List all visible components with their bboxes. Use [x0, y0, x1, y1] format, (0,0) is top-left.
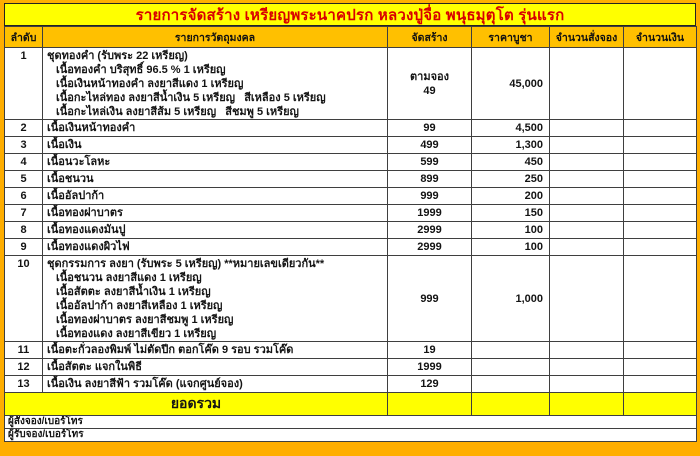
item-description — [43, 359, 388, 376]
made-quantity — [388, 239, 472, 256]
item-description-line: เนื้อสัตตะ แจกในพิธี — [47, 361, 142, 373]
price-value: 150 — [472, 205, 550, 222]
receiver-phone-row-label: ผู้รับจอง/เบอร์โทร — [5, 429, 697, 442]
made-quantity-line: 499 — [420, 139, 439, 151]
item-description-line: เนื้อทองฝาบาตร ลงยาสีชมพู 1 เหรียญ — [56, 314, 234, 326]
made-quantity-line: ตามจอง — [410, 70, 449, 83]
row-no: 5 — [5, 171, 43, 188]
item-description-line: เนื้อชนวน — [47, 173, 94, 185]
total-amount-cell — [624, 393, 697, 416]
row-no: 13 — [5, 376, 43, 393]
order-qty-cell — [550, 205, 624, 222]
col-header-no: ลำดับ — [5, 27, 43, 48]
order-qty-cell — [550, 342, 624, 359]
amount-cell — [624, 120, 697, 137]
table-row — [5, 222, 697, 239]
item-description-line: เนื้อสัตตะ ลงยาสีน้ำเงิน 1 เหรียญ — [56, 286, 211, 298]
row-no: 8 — [5, 222, 43, 239]
made-quantity-line: 2999 — [417, 224, 442, 236]
total-row — [5, 393, 697, 416]
item-description-line: เนื้อทองฝาบาตร — [47, 207, 123, 219]
order-qty-cell — [550, 222, 624, 239]
total-made-cell — [388, 393, 472, 416]
row-no: 3 — [5, 137, 43, 154]
order-qty-cell — [550, 256, 624, 342]
item-description-line: เนื้อเงิน — [47, 139, 82, 151]
made-quantity — [388, 48, 472, 120]
amount-cell — [624, 239, 697, 256]
order-qty-cell — [550, 376, 624, 393]
order-qty-cell — [550, 239, 624, 256]
table-row — [5, 48, 697, 120]
item-description — [43, 120, 388, 137]
orderer-phone-row — [5, 416, 697, 429]
item-description — [43, 137, 388, 154]
made-quantity — [388, 342, 472, 359]
item-description-line: เนื้ออัลปาก้า — [47, 190, 105, 202]
amount-cell — [624, 137, 697, 154]
item-description-line: ชุดกรรมการ ลงยา (รับพระ 5 เหรียญ) **หมายเลขเดียวกัน** — [47, 258, 325, 270]
item-description-line: เนื้อทองแดงมันปู — [47, 224, 126, 236]
table-row — [5, 342, 697, 359]
page-title: รายการจัดสร้าง เหรียญพระนาคปรก หลวงปู่จื่อ พนุธมุตุโต รุ่นแรก — [4, 3, 696, 26]
table-row — [5, 171, 697, 188]
receiver-phone-row — [5, 429, 697, 442]
amount-cell — [624, 342, 697, 359]
item-description — [43, 171, 388, 188]
amount-cell — [624, 376, 697, 393]
table-row — [5, 120, 697, 137]
row-no: 10 — [5, 256, 43, 342]
made-quantity — [388, 222, 472, 239]
made-quantity — [388, 359, 472, 376]
col-header-price: ราคาบูชา — [472, 27, 550, 48]
row-no: 6 — [5, 188, 43, 205]
item-description-line: เนื้อเงินหน้าทองคำ ลงยาสีแดง 1 เหรียญ — [56, 78, 244, 90]
table-row — [5, 205, 697, 222]
item-description-line: เนื้อเงิน ลงยาสีฟ้า รวมโค๊ด (แจกศูนย์จอง) — [47, 378, 243, 390]
amount-cell — [624, 222, 697, 239]
col-header-order-qty: จำนวนสั่งจอง — [550, 27, 624, 48]
price-value: 100 — [472, 222, 550, 239]
price-value: 200 — [472, 188, 550, 205]
item-description-line: เนื้อกะไหล่เงิน ลงยาสีส้ม 5 เหรียญ สีชมพู 5 เหรียญ — [56, 106, 299, 118]
made-quantity-line: 129 — [420, 378, 439, 390]
table-row — [5, 154, 697, 171]
item-description — [43, 342, 388, 359]
item-description — [43, 256, 388, 342]
price-value: 250 — [472, 171, 550, 188]
order-qty-cell — [550, 137, 624, 154]
row-no: 7 — [5, 205, 43, 222]
made-quantity — [388, 256, 472, 342]
order-qty-cell — [550, 359, 624, 376]
price-value: 45,000 — [472, 48, 550, 120]
item-description-line: เนื้อเงินหน้าทองคำ — [47, 122, 136, 134]
price-value — [472, 359, 550, 376]
item-description-line: ชุดทองคำ (รับพระ 22 เหรียญ) — [47, 50, 188, 62]
row-no: 12 — [5, 359, 43, 376]
made-quantity-line: 899 — [420, 173, 439, 185]
made-quantity — [388, 188, 472, 205]
made-quantity-line: 99 — [423, 122, 436, 134]
item-description-line: เนื้ออัลปาก้า ลงยาสีเหลือง 1 เหรียญ — [56, 300, 223, 312]
made-quantity-line: 49 — [423, 84, 436, 97]
col-header-made: จัดสร้าง — [388, 27, 472, 48]
made-quantity — [388, 120, 472, 137]
item-description-line: เนื้อทองคำ บริสุทธิ์ 96.5 % 1 เหรียญ — [56, 64, 226, 76]
price-value: 450 — [472, 154, 550, 171]
price-value — [472, 376, 550, 393]
order-qty-cell — [550, 154, 624, 171]
total-order-qty-cell — [550, 393, 624, 416]
orderer-phone-row-label: ผู้สั่งจอง/เบอร์โทร — [5, 416, 697, 429]
table-row — [5, 376, 697, 393]
item-description-line: เนื้อนวะโลหะ — [47, 156, 111, 168]
price-value: 100 — [472, 239, 550, 256]
row-no: 2 — [5, 120, 43, 137]
amount-cell — [624, 256, 697, 342]
row-no: 4 — [5, 154, 43, 171]
item-description-line: เนื้อกะไหล่ทอง ลงยาสีน้ำเงิน 5 เหรียญ สีเหลือง 5 เหรียญ — [56, 92, 326, 104]
table-row — [5, 137, 697, 154]
col-header-amount: จำนวนเงิน — [624, 27, 697, 48]
made-quantity-line: 1999 — [417, 361, 442, 373]
price-value: 4,500 — [472, 120, 550, 137]
item-description — [43, 154, 388, 171]
made-quantity-line: 1999 — [417, 207, 442, 219]
item-description-line: เนื้อชนวน ลงยาสีแดง 1 เหรียญ — [56, 272, 202, 284]
order-qty-cell — [550, 120, 624, 137]
item-description-line: เนื้อตะกั่วลองพิมพ์ ไม่ตัดปีก ตอกโค๊ด 9 รอบ รวมโค๊ด — [47, 344, 294, 356]
item-description — [43, 188, 388, 205]
order-qty-cell — [550, 188, 624, 205]
order-table — [4, 26, 697, 442]
made-quantity-line: 999 — [420, 190, 439, 202]
total-label: ยอดรวม — [5, 393, 388, 416]
price-value — [472, 342, 550, 359]
item-description-line: เนื้อทองแดงผิวไฟ — [47, 241, 130, 253]
amount-cell — [624, 48, 697, 120]
made-quantity-line: 19 — [423, 344, 436, 356]
amount-cell — [624, 188, 697, 205]
row-no: 11 — [5, 342, 43, 359]
made-quantity — [388, 137, 472, 154]
amount-cell — [624, 359, 697, 376]
col-header-item: รายการวัตถุมงคล — [43, 27, 388, 48]
item-description — [43, 376, 388, 393]
item-description-line: เนื้อทองแดง ลงยาสีเขียว 1 เหรียญ — [56, 328, 217, 340]
made-quantity-line: 2999 — [417, 241, 442, 253]
table-body — [5, 48, 697, 442]
item-description — [43, 48, 388, 120]
made-quantity — [388, 376, 472, 393]
amount-cell — [624, 154, 697, 171]
amount-cell — [624, 205, 697, 222]
made-quantity — [388, 205, 472, 222]
item-description — [43, 205, 388, 222]
row-no: 1 — [5, 48, 43, 120]
item-description — [43, 222, 388, 239]
table-header — [5, 27, 697, 48]
header-row — [5, 27, 697, 48]
made-quantity — [388, 154, 472, 171]
made-quantity — [388, 171, 472, 188]
item-description — [43, 239, 388, 256]
row-no: 9 — [5, 239, 43, 256]
table-row — [5, 239, 697, 256]
table-row — [5, 359, 697, 376]
order-qty-cell — [550, 171, 624, 188]
price-value: 1,000 — [472, 256, 550, 342]
table-row — [5, 256, 697, 342]
amount-cell — [624, 171, 697, 188]
made-quantity-line: 599 — [420, 156, 439, 168]
made-quantity-line: 999 — [420, 292, 439, 305]
table-row — [5, 188, 697, 205]
price-value: 1,300 — [472, 137, 550, 154]
total-price-cell — [472, 393, 550, 416]
order-qty-cell — [550, 48, 624, 120]
